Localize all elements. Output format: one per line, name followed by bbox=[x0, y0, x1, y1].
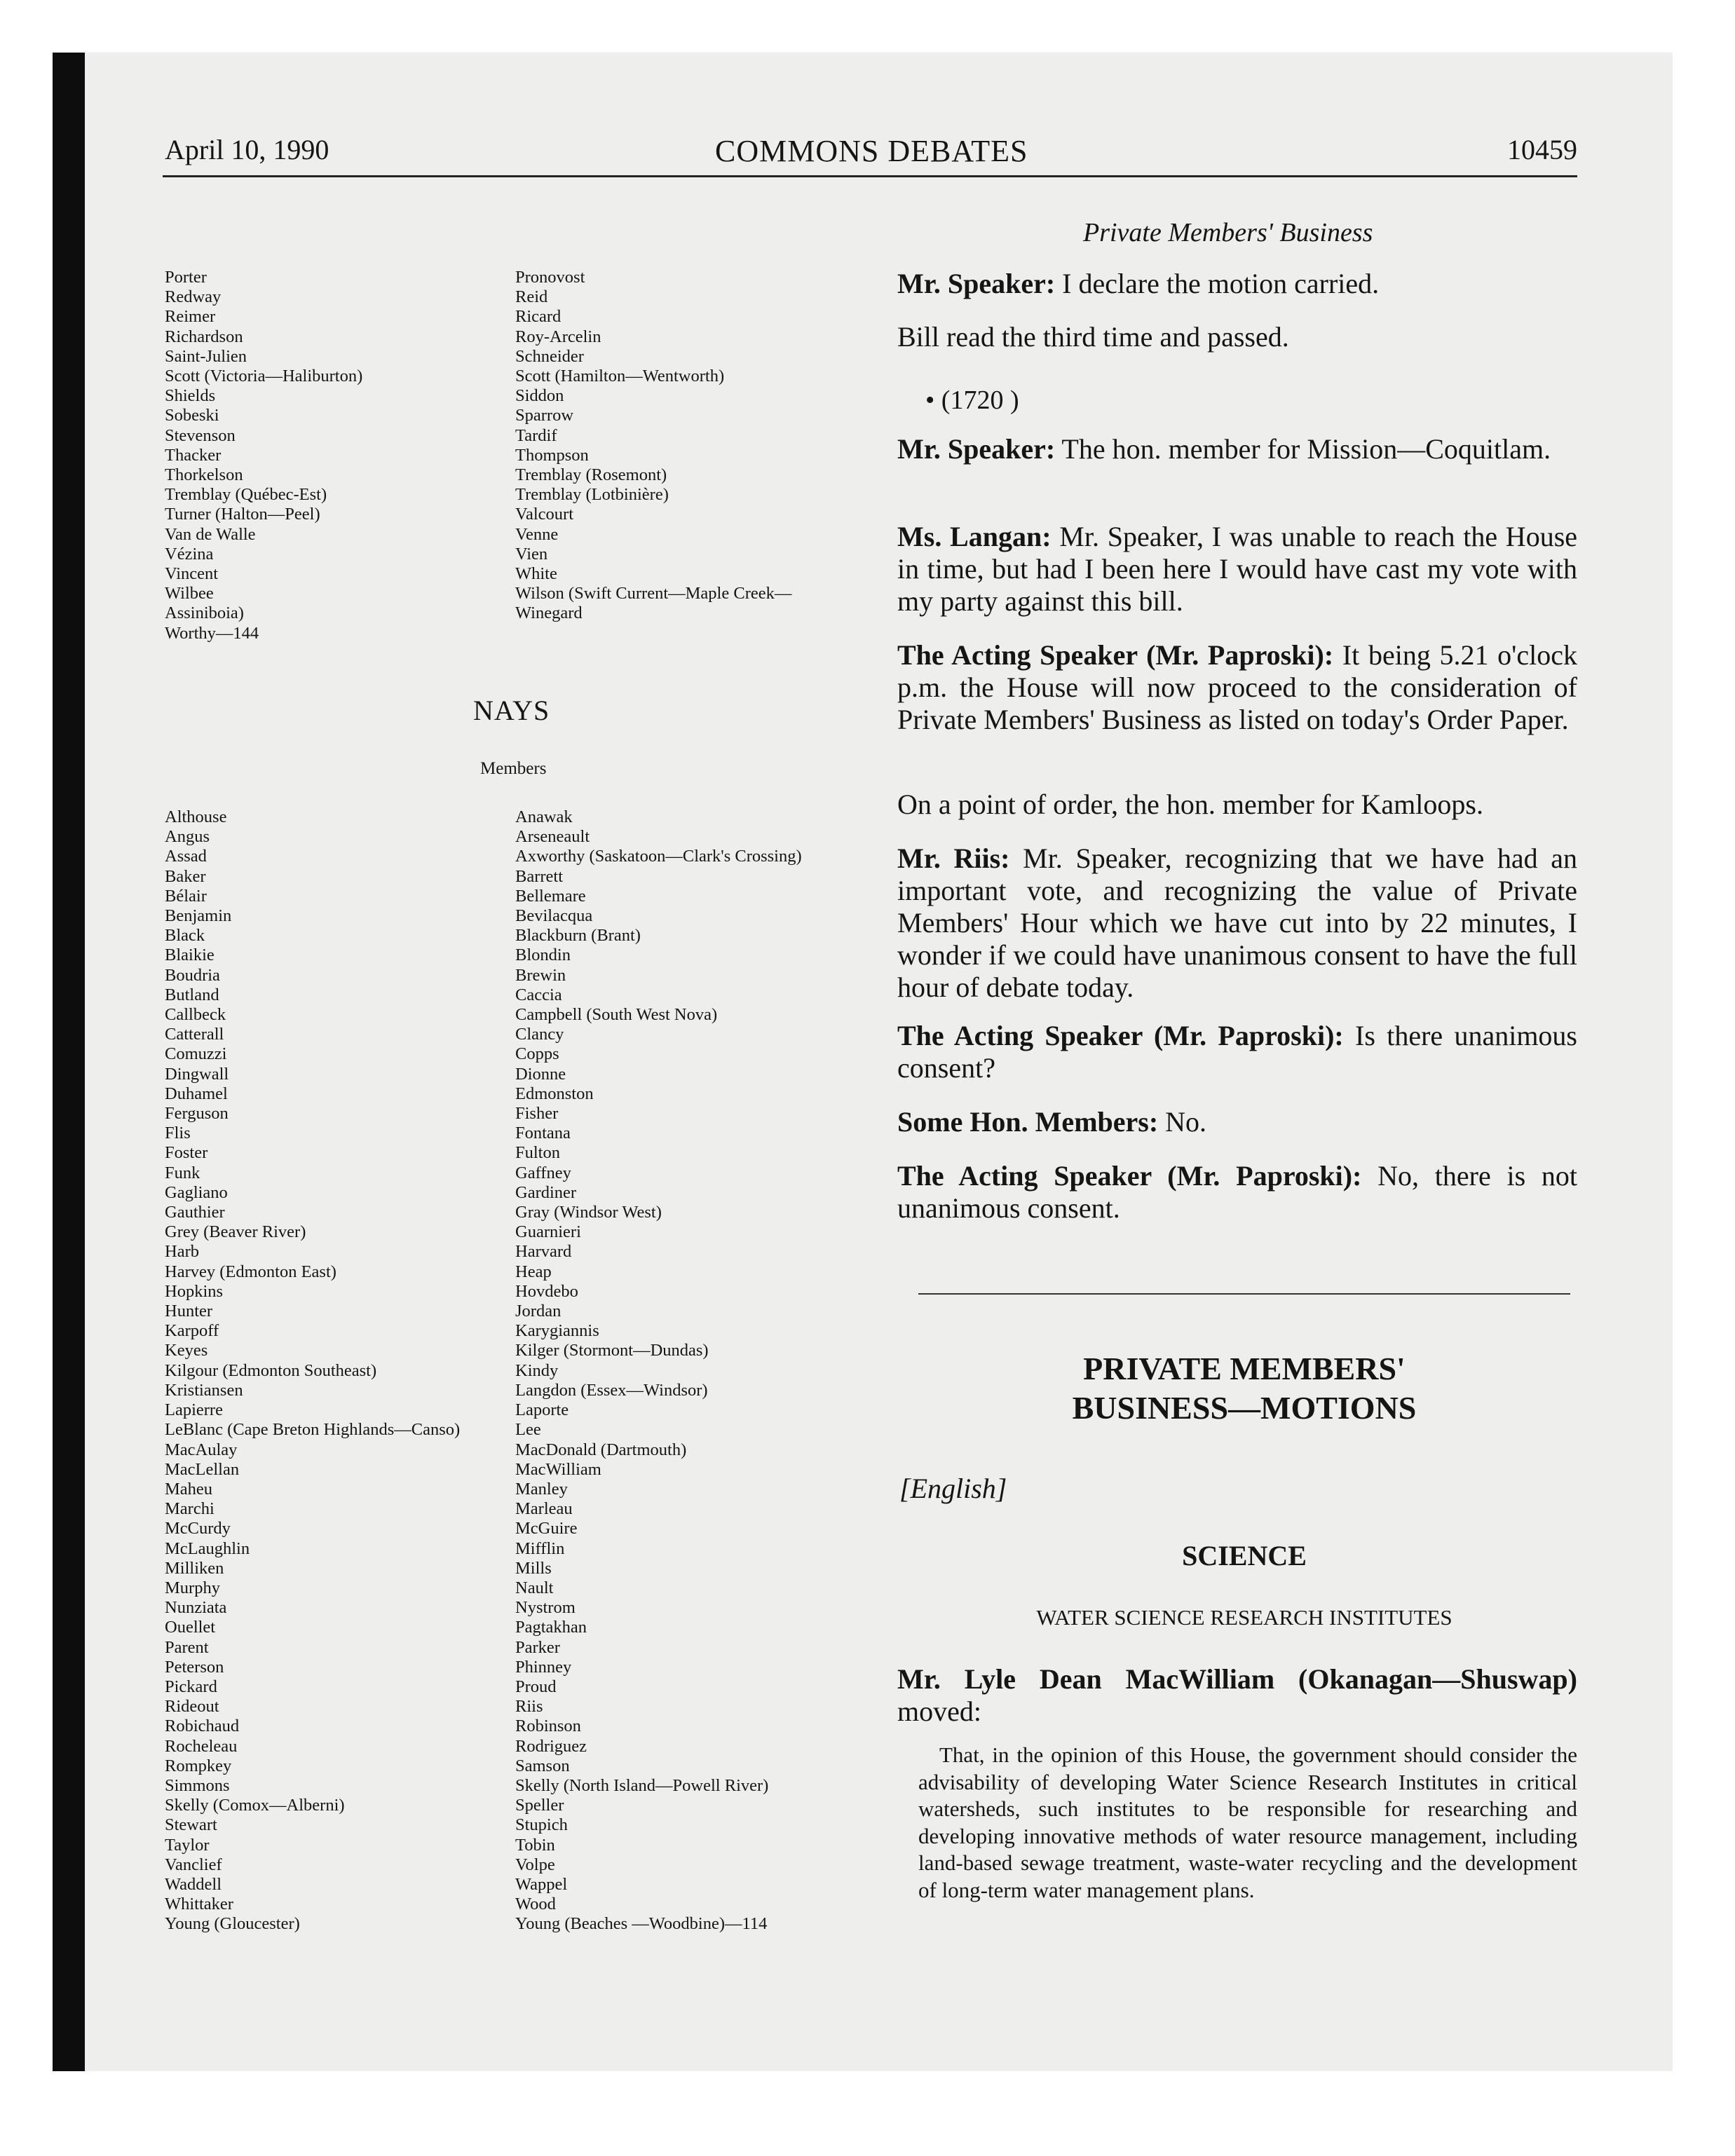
language-marker: [English] bbox=[899, 1473, 1007, 1504]
member-name: Stevenson bbox=[165, 425, 236, 445]
paragraph-text: Is there unanimous consent? bbox=[897, 1020, 1577, 1084]
member-name: Young (Gloucester) bbox=[165, 1914, 300, 1934]
member-name: Waddell bbox=[165, 1874, 222, 1894]
member-name: Sobeski bbox=[165, 406, 219, 425]
member-name: Anawak bbox=[515, 807, 573, 826]
member-name: Langdon (Essex—Windsor) bbox=[515, 1380, 708, 1400]
member-name: Bevilacqua bbox=[515, 906, 593, 926]
member-name: Gagliano bbox=[165, 1182, 228, 1202]
nays-list-right bbox=[515, 807, 802, 1935]
paragraph: On a point of order, the hon. member for Kamloops. bbox=[897, 789, 1483, 820]
speaker-name: The Acting Speaker (Mr. Paproski): bbox=[897, 1160, 1362, 1192]
member-name: Stupich bbox=[515, 1815, 568, 1835]
member-name: Mifflin bbox=[515, 1538, 565, 1558]
paragraph-text: Mr. Speaker, I was unable to reach the House in time, but had I been here I would have cast my vote with my party against this bill. bbox=[897, 521, 1578, 617]
section-title: Private Members' Business bbox=[1083, 218, 1373, 247]
member-name: Hovdebo bbox=[515, 1281, 578, 1301]
member-name: Scott (Hamilton—Wentworth) bbox=[515, 367, 725, 386]
member-name: Ricard bbox=[515, 307, 562, 327]
member-name: Reid bbox=[515, 287, 548, 307]
nays-heading: NAYS bbox=[473, 695, 550, 726]
member-name: Hunter bbox=[165, 1302, 213, 1321]
member-name: Hopkins bbox=[165, 1281, 224, 1301]
member-name: Stewart bbox=[165, 1815, 217, 1835]
paragraph-text: No, there is not unanimous consent. bbox=[897, 1160, 1577, 1224]
member-name: Nault bbox=[515, 1578, 554, 1597]
member-name: Manley bbox=[515, 1479, 568, 1499]
member-name: Scott (Victoria—Haliburton) bbox=[165, 367, 363, 386]
member-name: Guarnieri bbox=[515, 1222, 581, 1242]
header-rule bbox=[163, 175, 1577, 177]
paragraph-text: No. bbox=[1158, 1106, 1207, 1138]
member-name: Catterall bbox=[165, 1025, 224, 1044]
member-name: Siddon bbox=[515, 386, 564, 406]
yeas-list-right bbox=[515, 268, 791, 624]
member-name: Ferguson bbox=[165, 1104, 229, 1124]
member-name: Funk bbox=[165, 1163, 200, 1182]
member-name: Reimer bbox=[165, 307, 216, 327]
member-name: Pronovost bbox=[515, 268, 585, 287]
member-name: Nunziata bbox=[165, 1598, 227, 1618]
member-name: Porter bbox=[165, 268, 207, 287]
member-name: Proud bbox=[515, 1677, 557, 1696]
member-name: Butland bbox=[165, 985, 219, 1004]
member-name: Clancy bbox=[515, 1025, 564, 1044]
member-name: Caccia bbox=[515, 985, 562, 1004]
paragraph bbox=[897, 268, 1577, 300]
member-name: Kindy bbox=[515, 1360, 559, 1380]
member-name: Speller bbox=[515, 1796, 564, 1815]
paragraph-text: I declare the motion carried. bbox=[1055, 268, 1380, 299]
member-name: Samson bbox=[515, 1756, 570, 1775]
member-name: Mills bbox=[515, 1558, 552, 1578]
member-name: Skelly (North Island—Powell River) bbox=[515, 1775, 769, 1795]
motion-text: That, in the opinion of this House, the government should consider the advisability of developing Water Science Research Institutes in critical watersheds, such institutes to be responsible for researching and developing innovative methods of water resource management, including land-based sewage treatment, waste-water recycling and the development of long-term water management plans. bbox=[918, 1742, 1577, 1902]
member-name: Althouse bbox=[165, 807, 227, 826]
member-name: Rideout bbox=[165, 1697, 219, 1717]
member-name: Redway bbox=[165, 287, 222, 307]
member-name: Rompkey bbox=[165, 1756, 232, 1775]
member-name: Fulton bbox=[515, 1143, 560, 1163]
member-name: Dionne bbox=[515, 1064, 566, 1084]
member-name: Laporte bbox=[515, 1400, 569, 1420]
member-name: Gray (Windsor West) bbox=[515, 1203, 662, 1222]
member-name: Flis bbox=[165, 1124, 191, 1143]
speaker-name: Mr. Speaker: bbox=[897, 433, 1056, 465]
member-name: Heap bbox=[515, 1262, 552, 1281]
member-name: Grey (Beaver River) bbox=[165, 1222, 306, 1242]
member-name: Gauthier bbox=[165, 1203, 225, 1222]
member-name: Milliken bbox=[165, 1558, 224, 1578]
member-name: Vanclief bbox=[165, 1855, 222, 1874]
member-name: Harvard bbox=[515, 1242, 572, 1262]
member-name: Pickard bbox=[165, 1677, 217, 1696]
member-name: Vien bbox=[515, 544, 548, 564]
member-name: Brewin bbox=[515, 965, 566, 985]
member-name: Marleau bbox=[515, 1499, 573, 1519]
member-name: Kristiansen bbox=[165, 1380, 243, 1400]
member-name: Murphy bbox=[165, 1578, 220, 1597]
member-name: Thompson bbox=[515, 445, 589, 465]
speaker-name: Mr. Riis: bbox=[897, 842, 1010, 874]
paragraph-text: moved: bbox=[897, 1696, 981, 1727]
member-name: Karygiannis bbox=[515, 1321, 599, 1341]
member-name: Peterson bbox=[165, 1657, 224, 1677]
member-name: Campbell (South West Nova) bbox=[515, 1005, 718, 1025]
paragraph bbox=[897, 433, 1577, 465]
member-name: Tremblay (Lotbinière) bbox=[515, 485, 669, 505]
paragraph: Bill read the third time and passed. bbox=[897, 321, 1289, 353]
member-name: Pagtakhan bbox=[515, 1618, 587, 1637]
member-name: Parent bbox=[165, 1637, 209, 1657]
member-name: Marchi bbox=[165, 1499, 215, 1519]
member-name: Gardiner bbox=[515, 1182, 577, 1202]
member-name: Young (Beaches —Woodbine)—114 bbox=[515, 1914, 768, 1934]
member-name: McGuire bbox=[515, 1519, 578, 1538]
member-name: Barrett bbox=[515, 866, 564, 886]
member-name: Skelly (Comox—Alberni) bbox=[165, 1796, 345, 1815]
member-name: Maheu bbox=[165, 1479, 213, 1499]
member-name: Taylor bbox=[165, 1835, 210, 1855]
member-name: Bellemare bbox=[515, 886, 586, 906]
member-name: Callbeck bbox=[165, 1005, 226, 1025]
nays-subheading: Members bbox=[480, 759, 547, 778]
member-name: Vincent bbox=[165, 564, 219, 584]
member-name: Assad bbox=[165, 847, 207, 866]
member-name: Robichaud bbox=[165, 1717, 240, 1736]
speaker-name: The Acting Speaker (Mr. Paproski): bbox=[897, 1020, 1344, 1051]
member-name: Black bbox=[165, 926, 205, 946]
paragraph-text: It being 5.21 o'clock p.m. the House will now proceed to the consideration of Private Members' Business as listed on today's Order Paper. bbox=[897, 639, 1577, 735]
member-name: McCurdy bbox=[165, 1519, 231, 1538]
member-name: LeBlanc (Cape Breton Highlands—Canso) bbox=[165, 1420, 461, 1440]
member-name: McLaughlin bbox=[165, 1538, 250, 1558]
member-name: Angus bbox=[165, 827, 210, 847]
member-name: Comuzzi bbox=[165, 1044, 227, 1064]
member-name: Ouellet bbox=[165, 1618, 216, 1637]
member-name: White bbox=[515, 564, 557, 584]
header-title: COMMONS DEBATES bbox=[715, 134, 1028, 168]
member-name: Parker bbox=[515, 1637, 560, 1657]
member-name: Roy-Arcelin bbox=[515, 327, 601, 346]
time-marker: • (1720 ) bbox=[925, 386, 1019, 415]
member-name: Edmonston bbox=[515, 1084, 594, 1103]
member-name: Assiniboia) bbox=[165, 603, 244, 623]
speaker-name: Some Hon. Members: bbox=[897, 1106, 1159, 1138]
paragraph bbox=[897, 842, 1577, 1004]
wsri-heading: WATER SCIENCE RESEARCH INSTITUTES bbox=[1036, 1605, 1452, 1630]
paragraph bbox=[897, 639, 1577, 736]
member-name: MacDonald (Dartmouth) bbox=[515, 1440, 687, 1459]
member-name: Blondin bbox=[515, 946, 571, 965]
member-name: Dingwall bbox=[165, 1064, 229, 1084]
member-name: Venne bbox=[515, 524, 559, 544]
member-name: Fontana bbox=[515, 1124, 571, 1143]
member-name: Jordan bbox=[515, 1302, 562, 1321]
member-name: Wilbee bbox=[165, 584, 214, 603]
header-date: April 10, 1990 bbox=[165, 134, 329, 165]
member-name: Phinney bbox=[515, 1657, 572, 1677]
member-name: Lee bbox=[515, 1420, 541, 1440]
member-name: Karpoff bbox=[165, 1321, 219, 1341]
speaker-name: Ms. Langan: bbox=[897, 521, 1052, 552]
member-name: Boudria bbox=[165, 965, 220, 985]
header-page-number: 10459 bbox=[1507, 134, 1577, 165]
member-name: Keyes bbox=[165, 1341, 208, 1360]
yeas-list-left bbox=[165, 268, 362, 643]
member-name: Gaffney bbox=[515, 1163, 571, 1182]
pmb-heading-line-2: BUSINESS—MOTIONS bbox=[1072, 1390, 1417, 1426]
member-name: Baker bbox=[165, 866, 206, 886]
member-name: Kilger (Stormont—Dundas) bbox=[515, 1341, 709, 1360]
member-name: Fisher bbox=[515, 1104, 559, 1124]
member-name: Harb bbox=[165, 1242, 199, 1262]
member-name: Whittaker bbox=[165, 1895, 233, 1914]
member-name: Schneider bbox=[515, 346, 584, 366]
member-name: Foster bbox=[165, 1143, 208, 1163]
member-name: Tremblay (Québec-Est) bbox=[165, 485, 327, 505]
scan-border bbox=[53, 53, 85, 2071]
member-name: Rocheleau bbox=[165, 1736, 238, 1756]
member-name: Winegard bbox=[515, 603, 583, 623]
member-name: Sparrow bbox=[515, 406, 574, 425]
paragraph bbox=[897, 521, 1577, 618]
member-name: Lapierre bbox=[165, 1400, 223, 1420]
member-name: Blackburn (Brant) bbox=[515, 926, 641, 946]
member-name: Wood bbox=[515, 1895, 556, 1914]
speaker-name: Mr. Lyle Dean MacWilliam (Okanagan—Shuswap) bbox=[897, 1663, 1577, 1695]
nays-list-left bbox=[165, 807, 460, 1935]
member-name: Richardson bbox=[165, 327, 243, 346]
member-name: Tremblay (Rosemont) bbox=[515, 465, 667, 485]
section-divider bbox=[918, 1293, 1570, 1295]
member-name: Vézina bbox=[165, 544, 214, 564]
member-name: MacWilliam bbox=[515, 1459, 601, 1479]
member-name: MacLellan bbox=[165, 1459, 240, 1479]
member-name: Copps bbox=[515, 1044, 559, 1064]
member-name: Shields bbox=[165, 386, 216, 406]
paragraph bbox=[897, 1106, 1577, 1138]
member-name: MacAulay bbox=[165, 1440, 238, 1459]
member-name: Thacker bbox=[165, 445, 222, 465]
member-name: Volpe bbox=[515, 1855, 555, 1874]
member-name: Rodriguez bbox=[515, 1736, 587, 1756]
member-name: Tardif bbox=[515, 425, 557, 445]
member-name: Van de Walle bbox=[165, 524, 256, 544]
member-name: Harvey (Edmonton East) bbox=[165, 1262, 336, 1281]
member-name: Kilgour (Edmonton Southeast) bbox=[165, 1360, 377, 1380]
member-name: Wilson (Swift Current—Maple Creek— bbox=[515, 584, 792, 603]
member-name: Saint-Julien bbox=[165, 346, 247, 366]
member-name: Robinson bbox=[515, 1717, 581, 1736]
paragraph bbox=[897, 1020, 1577, 1084]
member-name: Valcourt bbox=[515, 505, 573, 524]
science-heading: SCIENCE bbox=[1182, 1540, 1307, 1571]
member-name: Duhamel bbox=[165, 1084, 228, 1103]
member-name: Bélair bbox=[165, 886, 207, 906]
paragraph-text: Mr. Speaker, recognizing that we have had an important vote, and recognizing the value of Private Members' Hour which we have cut into by 22 minutes, I wonder if we could have unanimous consent to have the full hour of debate today. bbox=[897, 842, 1577, 1003]
pmb-heading bbox=[918, 1349, 1570, 1428]
member-name: Wappel bbox=[515, 1874, 568, 1894]
member-name: Tobin bbox=[515, 1835, 555, 1855]
pmb-heading-line-1: PRIVATE MEMBERS' bbox=[1083, 1351, 1406, 1386]
paragraph bbox=[897, 1663, 1577, 1728]
member-name: Worthy—144 bbox=[165, 623, 259, 643]
member-name: Arseneault bbox=[515, 827, 590, 847]
member-name: Axworthy (Saskatoon—Clark's Crossing) bbox=[515, 847, 802, 866]
paragraph bbox=[897, 1160, 1577, 1224]
speaker-name: Mr. Speaker: bbox=[897, 268, 1056, 299]
member-name: Turner (Halton—Peel) bbox=[165, 505, 320, 524]
member-name: Thorkelson bbox=[165, 465, 243, 485]
speaker-name: The Acting Speaker (Mr. Paproski): bbox=[897, 639, 1334, 671]
member-name: Riis bbox=[515, 1697, 543, 1717]
member-name: Simmons bbox=[165, 1775, 230, 1795]
member-name: Nystrom bbox=[515, 1598, 576, 1618]
member-name: Blaikie bbox=[165, 946, 215, 965]
paragraph-text: The hon. member for Mission—Coquitlam. bbox=[1055, 433, 1551, 465]
member-name: Benjamin bbox=[165, 906, 232, 926]
